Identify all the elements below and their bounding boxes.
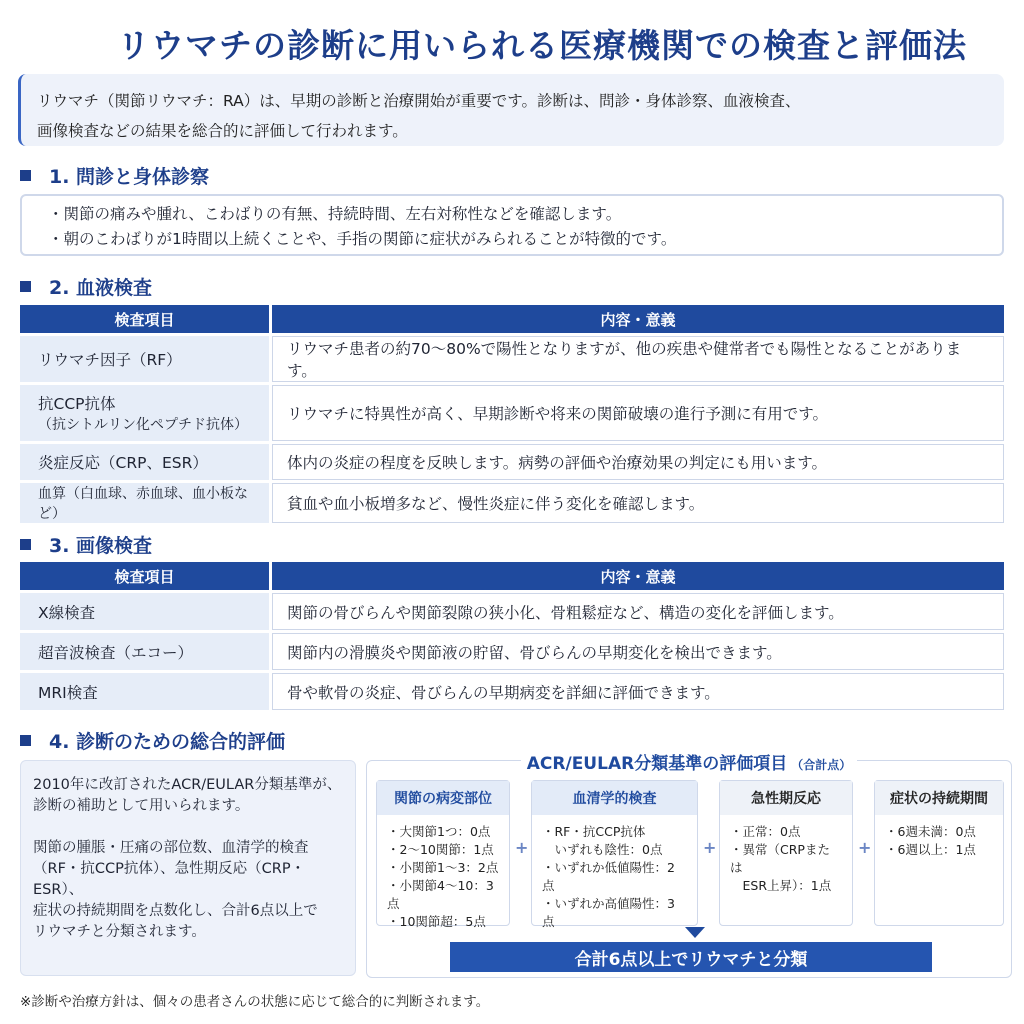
acr-title-wrap	[521, 754, 857, 774]
summary-line: 症状の持続期間を点数化し、合計6点以上で	[33, 903, 318, 919]
intro-box	[18, 74, 1004, 146]
imaging-test-table	[20, 559, 1004, 713]
section-heading-text: 4. 診断のための総合的評価	[49, 731, 286, 753]
section-heading-3	[20, 531, 152, 558]
item-sub: （抗シトルリン化ペプチド抗体）	[38, 417, 248, 433]
table-cell-item: 血算（白血球、赤血球、血小板など）	[20, 483, 272, 523]
table-cell-item: リウマチ因子（RF）	[20, 336, 272, 382]
section-heading-4	[20, 727, 285, 754]
table-row	[20, 633, 1004, 670]
criteria-line: ・2〜10関節：1点	[387, 842, 494, 857]
square-bullet-icon	[20, 539, 31, 550]
table-cell-desc: 関節の骨びらんや関節裂隙の狭小化、骨粗鬆症など、構造の変化を評価します。	[272, 593, 1004, 630]
criteria-card-serology	[531, 780, 698, 929]
intro-line-2: 画像検査などの結果を総合的に評価して行われます。	[37, 122, 408, 140]
column-header: 内容・意義	[272, 305, 1004, 333]
square-bullet-icon	[20, 735, 31, 746]
column-header: 内容・意義	[272, 562, 1004, 590]
blood-test-table	[20, 302, 1004, 526]
bullet-line: ・関節の痛みや腫れ、こわばりの有無、持続時間、左右対称性などを確認します。	[48, 205, 622, 223]
summary-text-box	[20, 760, 356, 976]
criteria-line: ・小関節4〜10：3点	[387, 878, 494, 911]
table-cell-desc: リウマチに特異性が高く、早期診断や将来の関節破壊の進行予測に有用です。	[272, 385, 1004, 441]
criteria-card-body	[720, 815, 852, 903]
intro-line-1: リウマチ（関節リウマチ：RA）は、早期の診断と治療開始が重要です。診断は、問診・身体診察、血液検査、	[37, 92, 801, 110]
criteria-line: ・いずれか高値陽性：3点	[542, 896, 675, 929]
table-row	[20, 336, 1004, 382]
table-cell-desc: 貧血や血小板増多など、慢性炎症に伴う変化を確認します。	[272, 483, 1004, 523]
criteria-line: ・6週以上：1点	[885, 842, 976, 857]
table-row	[20, 673, 1004, 710]
summary-line: 2010年に改訂されたACR/EULAR分類基準が、	[33, 777, 342, 793]
criteria-card-header: 急性期反応	[720, 781, 852, 815]
section-heading-text: 1. 問診と身体診察	[49, 166, 210, 188]
down-arrow-icon	[685, 927, 705, 938]
table-header-row	[20, 562, 1004, 590]
criteria-card-header: 症状の持続期間	[875, 781, 1003, 815]
criteria-card-header: 関節の病変部位	[377, 781, 509, 815]
plus-icon: +	[703, 838, 717, 857]
summary-paragraph-1	[33, 775, 343, 817]
summary-line: 関節の腫脹・圧痛の部位数、血清学的検査	[33, 840, 309, 856]
summary-line: （RF・抗CCP抗体）、急性期反応（CRP・ESR）、	[33, 861, 306, 898]
column-header: 検査項目	[20, 562, 272, 590]
table-row	[20, 444, 1004, 480]
criteria-line: ・正常：0点	[730, 824, 801, 839]
criteria-line: いずれも陰性：0点	[542, 842, 663, 857]
criteria-card-body	[875, 815, 1003, 867]
item-main: 抗CCP抗体	[38, 395, 116, 413]
section-heading-text: 2. 血液検査	[49, 277, 153, 299]
square-bullet-icon	[20, 170, 31, 181]
section-heading-text: 3. 画像検査	[49, 535, 153, 557]
bullet-line: ・朝のこわばりが1時間以上続くことや、手指の関節に症状がみられることが特徴的です。	[48, 230, 677, 248]
table-cell-item	[20, 385, 272, 441]
criteria-line: ・10関節超：5点	[387, 914, 486, 929]
table-cell-item: X線検査	[20, 593, 272, 630]
interview-box	[20, 194, 1004, 256]
acr-title	[366, 749, 1012, 774]
table-row	[20, 593, 1004, 630]
acr-title-text: ACR/EULAR分類基準の評価項目	[526, 754, 788, 774]
table-cell-item: 炎症反応（CRP、ESR）	[20, 444, 272, 480]
plus-icon: +	[515, 838, 529, 857]
table-cell-item: MRI検査	[20, 673, 272, 710]
criteria-line: ・RF・抗CCP抗体	[542, 824, 646, 839]
criteria-line: ・小関節1〜3：2点	[387, 860, 499, 875]
table-cell-desc: 体内の炎症の程度を反映します。病勢の評価や治療効果の判定にも用います。	[272, 444, 1004, 480]
table-cell-desc: リウマチ患者の約70〜80%で陽性となりますが、他の疾患や健常者でも陽性となることがあります。	[272, 336, 1004, 382]
table-header-row	[20, 305, 1004, 333]
summary-paragraph-2	[33, 838, 343, 943]
result-banner: 合計6点以上でリウマチと分類	[450, 942, 932, 972]
criteria-card-body	[377, 815, 509, 939]
acr-title-sub: （合計点）	[791, 758, 852, 772]
table-row	[20, 483, 1004, 523]
table-cell-item: 超音波検査（エコー）	[20, 633, 272, 670]
summary-line: リウマチと分類されます。	[33, 924, 206, 940]
table-cell-desc: 骨や軟骨の炎症、骨びらんの早期病変を詳細に評価できます。	[272, 673, 1004, 710]
criteria-line: ・6週未満：0点	[885, 824, 976, 839]
column-header: 検査項目	[20, 305, 272, 333]
criteria-card-joints	[376, 780, 510, 929]
criteria-card-duration	[874, 780, 1004, 926]
page-title: リウマチの診断に用いられる医療機関での検査と評価法	[117, 26, 967, 65]
criteria-line: ・異常（CRPまたは	[730, 842, 830, 875]
criteria-card-body	[532, 815, 697, 939]
section-heading-2	[20, 273, 152, 300]
table-row	[20, 385, 1004, 441]
criteria-line: ESR上昇）：1点	[730, 878, 832, 893]
criteria-line: ・いずれか低値陽性：2点	[542, 860, 675, 893]
plus-icon: +	[858, 838, 872, 857]
footnote: ※診断や治療方針は、個々の患者さんの状態に応じて総合的に判断されます。	[20, 994, 490, 1010]
criteria-line: ・大関節1つ：0点	[387, 824, 491, 839]
section-heading-1	[20, 162, 209, 189]
summary-line: 診断の補助として用いられます。	[33, 798, 250, 814]
square-bullet-icon	[20, 281, 31, 292]
criteria-card-acute-phase	[719, 780, 853, 926]
criteria-card-header: 血清学的検査	[532, 781, 697, 815]
table-cell-desc: 関節内の滑膜炎や関節液の貯留、骨びらんの早期変化を検出できます。	[272, 633, 1004, 670]
